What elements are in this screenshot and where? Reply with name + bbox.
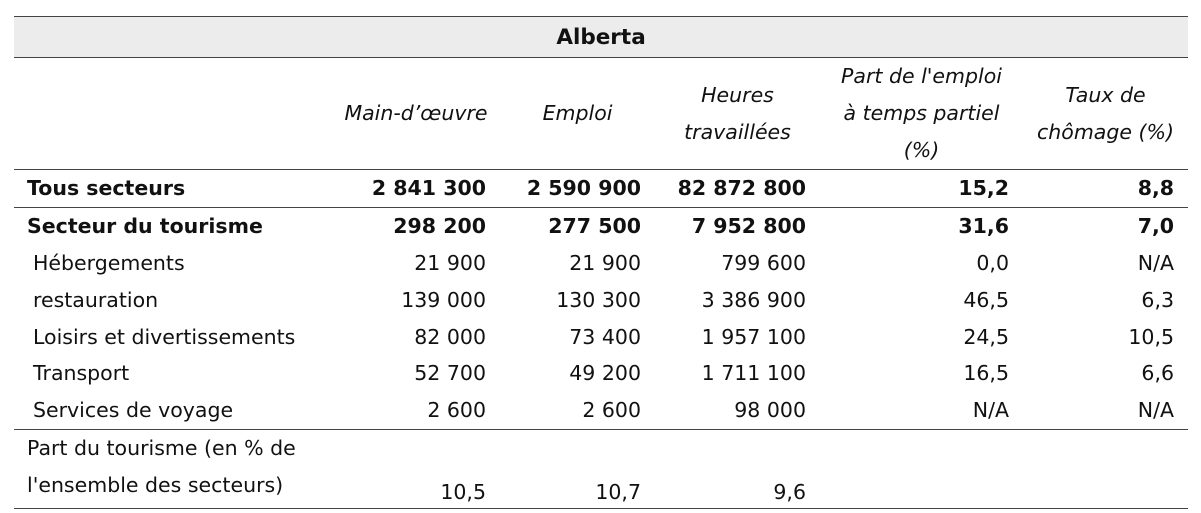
cell-part-temps-partiel: 31,6	[958, 214, 1009, 239]
cell-main-doeuvre: 10,5	[332, 429, 500, 508]
header-taux-chomage: Taux de chômage (%)	[1023, 58, 1188, 170]
header-row	[14, 58, 1188, 170]
cell-part-temps-partiel: 16,5	[963, 361, 1009, 386]
cell-heures: 3 386 900	[701, 287, 806, 312]
cell-emploi: 73 400	[569, 324, 641, 349]
cell-emploi: 21 900	[569, 250, 641, 275]
cell-heures: 1 711 100	[701, 361, 806, 386]
table-container	[14, 16, 1188, 509]
cell-taux-chomage: 6,6	[1141, 361, 1175, 386]
table-row	[14, 170, 1188, 208]
table-row	[14, 245, 1188, 282]
title-row	[14, 17, 1188, 58]
cell-emploi: 10,7	[500, 429, 655, 508]
cell-main-doeuvre: 2 600	[427, 398, 486, 423]
cell-taux-chomage: 6,3	[1141, 287, 1175, 312]
header-main-doeuvre: Main-d’œuvre	[332, 58, 500, 170]
table-row	[14, 207, 1188, 244]
cell-main-doeuvre: 52 700	[414, 361, 486, 386]
cell-heures: 7 952 800	[691, 214, 806, 239]
cell-emploi: 130 300	[556, 287, 641, 312]
tourism-share-row	[14, 429, 1188, 508]
cell-taux-chomage: 7,0	[1137, 214, 1175, 239]
cell-part-temps-partiel: 46,5	[963, 287, 1009, 312]
header-part-temps-partiel: Part de l'emploi à temps partiel (%)	[820, 58, 1023, 170]
cell-part-temps-partiel: 15,2	[820, 170, 1023, 208]
cell-taux-chomage: 8,8	[1023, 170, 1188, 208]
row-label: Secteur du tourisme	[27, 214, 263, 239]
cell-main-doeuvre: 21 900	[414, 250, 486, 275]
cell-main-doeuvre: 298 200	[393, 214, 486, 239]
cell-part-temps-partiel: 24,5	[963, 324, 1009, 349]
table-row	[14, 281, 1188, 318]
cell-emploi: 2 600	[582, 398, 641, 423]
cell-heures: 82 872 800	[655, 170, 820, 208]
cell-main-doeuvre: 2 841 300	[332, 170, 500, 208]
tourism-table	[14, 16, 1188, 509]
row-label: Transport	[33, 361, 130, 386]
row-label: Loisirs et divertissements	[33, 324, 296, 349]
cell-heures: 98 000	[734, 398, 806, 423]
cell-part-temps-partiel: 0,0	[976, 250, 1009, 275]
cell-emploi: 49 200	[569, 361, 641, 386]
cell-emploi: 2 590 900	[500, 170, 655, 208]
table-title: Alberta	[14, 17, 1188, 58]
cell-main-doeuvre: 139 000	[401, 287, 486, 312]
share-row-label: Part du tourisme (en % de l'ensemble des secteurs)	[14, 429, 332, 508]
table-row	[14, 392, 1188, 429]
table-row	[14, 318, 1188, 355]
cell-main-doeuvre: 82 000	[414, 324, 486, 349]
cell-taux-chomage: 10,5	[1128, 324, 1175, 349]
cell-taux-chomage: N/A	[1137, 398, 1175, 423]
row-label: Hébergements	[33, 250, 185, 275]
cell-heures: 9,6	[655, 429, 820, 508]
cell-heures: 1 957 100	[701, 324, 806, 349]
cell-emploi: 277 500	[548, 214, 641, 239]
cell-heures: 799 600	[721, 250, 806, 275]
row-label: Services de voyage	[33, 398, 234, 423]
cell-part-temps-partiel	[820, 429, 1023, 508]
header-emploi: Emploi	[500, 58, 655, 170]
table-row	[14, 355, 1188, 392]
cell-taux-chomage	[1023, 429, 1188, 508]
row-label: Tous secteurs	[14, 170, 332, 208]
header-empty	[14, 58, 332, 170]
header-heures: Heures travaillées	[655, 58, 820, 170]
row-label: restauration	[33, 287, 159, 312]
cell-taux-chomage: N/A	[1137, 250, 1175, 275]
cell-part-temps-partiel: N/A	[972, 398, 1009, 423]
